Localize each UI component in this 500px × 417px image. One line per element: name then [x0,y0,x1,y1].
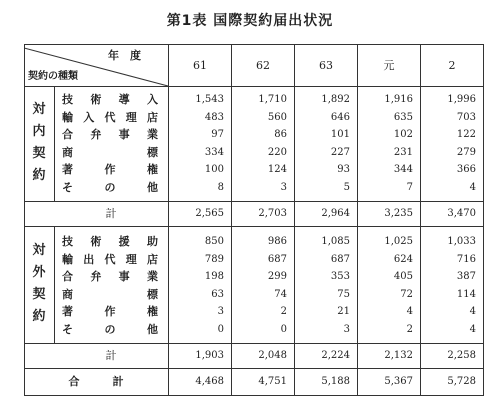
year-header: 2 [448,59,456,72]
row-label: 輸 出 代 理 店 [62,252,158,266]
table-cell: 366 [456,164,476,175]
table-cell: 97 [211,129,224,140]
table-cell: 114 [456,288,476,300]
table-cell: 1,916 [384,94,413,105]
table-cell: 75 [337,288,350,300]
outbound-group-divider [54,226,55,343]
table-cell: 703 [456,111,476,123]
table-cell: 7 [406,181,413,193]
table-cell: 72 [400,288,413,300]
year-header: 63 [319,59,333,72]
table-cell: 4 [406,306,413,317]
table-cell: 1,710 [258,94,287,105]
row-label: 合 弁 事 業 [62,128,158,141]
outbound-divider [24,343,484,344]
table-cell: 5 [343,181,350,193]
table-cell: 344 [393,164,413,175]
row-label: そ の 他 [62,322,158,336]
subtotal-cell: 2,565 [195,208,224,219]
table-cell: 74 [274,288,287,300]
inbound-divider [24,201,484,202]
table-cell: 716 [456,253,476,265]
table-cell: 986 [267,236,287,247]
table-cell: 63 [211,288,224,300]
outbound-subtotal-label: 計 [105,349,117,362]
table-cell: 353 [330,271,350,282]
subtotal-cell: 2,964 [321,208,350,219]
table-cell: 21 [337,306,350,317]
row-label: 商 標 [62,287,158,301]
table-cell: 101 [330,129,350,140]
table-cell: 122 [456,129,476,140]
table-cell: 93 [337,164,350,175]
table-cell: 86 [274,129,287,140]
table-cell: 220 [267,146,287,158]
table-cell: 624 [393,253,413,265]
table-cell: 1,085 [321,236,350,247]
year-header: 61 [193,59,207,72]
table-cell: 4 [469,181,476,193]
table-cell: 1,892 [321,94,350,105]
table-cell: 1,543 [195,94,224,105]
border-bottom [24,395,484,396]
table-cell: 850 [204,236,224,247]
table-cell: 334 [204,146,224,158]
table-cell: 102 [393,129,413,140]
table-cell: 227 [330,146,350,158]
subtotal-cell: 2,258 [447,350,476,361]
corner-year-label: 年 度 [108,49,141,62]
outbound-group-label: 対 外 契 約 [32,243,46,324]
outbound-subtotal-divider [24,368,484,369]
grand-total-label: 合 計 [68,375,124,388]
table-cell: 560 [267,111,287,123]
year-header: 62 [256,59,270,72]
subtotal-cell: 1,903 [195,350,224,361]
table-cell: 3 [343,323,350,335]
table-cell: 4 [469,323,476,335]
inbound-subtotal-label: 計 [105,207,117,220]
inbound-group-label: 対 内 契 約 [32,102,46,183]
subtotal-cell: 2,132 [384,350,413,361]
row-label: 著 作 権 [62,163,158,176]
subtotal-cell: 2,224 [321,350,350,361]
row-label: 合 弁 事 業 [62,270,158,283]
inbound-subtotal-divider [24,226,484,227]
row-label: 著 作 権 [62,305,158,318]
table-cell: 0 [217,323,224,335]
table-cell: 789 [204,253,224,265]
table-cell: 687 [330,253,350,265]
total-cell: 5,188 [321,376,350,387]
table-cell: 8 [217,181,224,193]
table-title: 第1表 国際契約届出状況 [166,13,334,29]
year-header: 元 [383,59,395,72]
contract-table [24,44,484,396]
total-cell: 4,468 [195,376,224,387]
corner-type-label: 契約の種類 [28,71,78,82]
table-cell: 0 [280,323,287,335]
table-cell: 198 [204,271,224,282]
row-label: そ の 他 [62,180,158,194]
row-label: 技 術 援 助 [62,235,158,248]
table-cell: 687 [267,253,287,265]
row-label: 輸 入 代 理 店 [62,110,158,124]
row-label: 商 標 [62,145,158,159]
total-cell: 5,367 [384,376,413,387]
table-cell: 2 [406,323,413,335]
table-cell: 279 [456,146,476,158]
table-cell: 483 [204,111,224,123]
table-cell: 1,996 [447,94,476,105]
table-cell: 405 [393,271,413,282]
subtotal-cell: 2,048 [258,350,287,361]
table-cell: 387 [456,271,476,282]
table-cell: 3 [280,181,287,193]
table-cell: 100 [204,164,224,175]
table-cell: 124 [267,164,287,175]
inbound-group-divider [54,86,55,201]
subtotal-cell: 3,470 [447,208,476,219]
subtotal-cell: 3,235 [384,208,413,219]
subtotal-cell: 2,703 [258,208,287,219]
table-cell: 646 [330,111,350,123]
table-cell: 1,033 [447,236,476,247]
table-cell: 1,025 [384,236,413,247]
table-cell: 231 [393,146,413,158]
row-label: 技 術 導 入 [62,93,158,106]
table-cell: 635 [393,111,413,123]
table-cell: 4 [469,306,476,317]
total-cell: 5,728 [447,376,476,387]
table-cell: 3 [217,306,224,317]
table-cell: 299 [267,271,287,282]
total-cell: 4,751 [258,376,287,387]
table-cell: 2 [280,306,287,317]
